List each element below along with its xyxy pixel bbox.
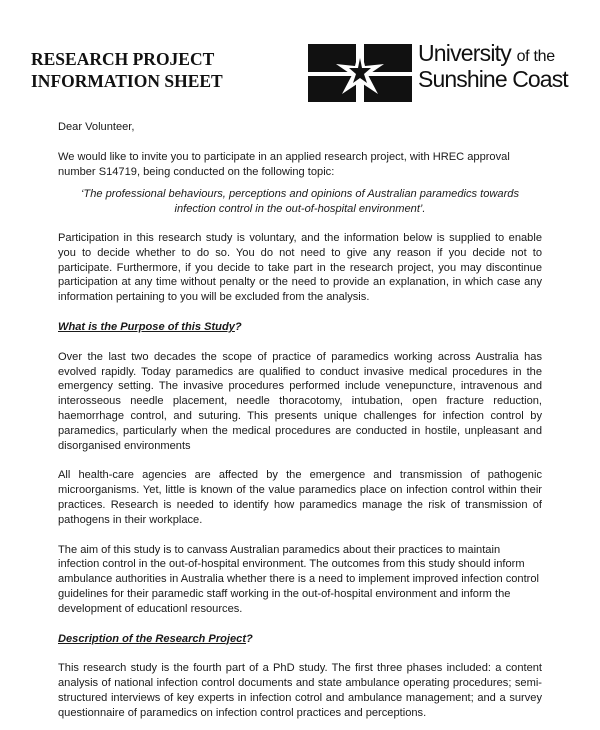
logo-word-of-the: of the [516, 48, 555, 65]
participation-paragraph: Participation in this research study is voluntary, and the information below is supplied to enable you to decide whether to do so. You do not need to give any reason if you decide not to participate. Furthermore, if you decide to take part in the research project, you may discontinue participation at any time without penalty or the need to provide an explanation, in which case any information pertaining to you will be excluded from the analysis. [58, 231, 542, 304]
university-logo [308, 40, 570, 100]
title-line-1: RESEARCH PROJECT [31, 49, 215, 69]
purpose-heading-text: What is the Purpose of this Study [58, 320, 235, 333]
salutation: Dear Volunteer, [58, 121, 135, 133]
purpose-paragraph-1: Over the last two decades the scope of practice of paramedics working across Australia has evolved rapidly. Today paramedics are qualified to conduct invasive medical procedures in the emergency setting. The invasive procedures performed include venepuncture, intravenous and interosseous needle placement, needle thoracotomy, intubation, open fracture reduction, haemorrhage control, and suturing. This presents unique challenges for infection control by paramedics, particularly when the medical procedures are conducted in hostile, unpleasant and disorganised environments [58, 350, 542, 452]
logo-wordmark [418, 42, 568, 91]
logo-word-university: University [418, 40, 511, 66]
description-paragraph-1: This research study is the fourth part of a PhD study. The first three phases included: a content analysis of national infection control documents and state ambulance operating procedures; semi-structured interviews of key experts in infection cotrol and ambulance management; and a survey questionnaire of paramedics on infection control practices and perceptions. [58, 662, 542, 719]
purpose-paragraph-2: All health-care agencies are affected by the emergence and transmission of pathogenic microorganisms. Yet, little is known of the value paramedics place on infection control within their practices. Research is needed to identify how paramedics manage the risk of transmission of pathogens in their workplace. [58, 469, 542, 526]
description-heading-text: Description of the Research Project [58, 632, 247, 645]
purpose-heading-mark: ? [234, 320, 242, 333]
logo-word-sunshine-coast: Sunshine Coast [418, 66, 568, 92]
description-heading-mark: ? [246, 632, 253, 645]
star-emblem-icon [308, 44, 412, 102]
purpose-heading [58, 320, 542, 335]
document-title [31, 48, 223, 92]
purpose-paragraph-3: The aim of this study is to canvass Australian paramedics about their practices to maintain infection control in the out-of-hospital environment. The outcomes from this study should inform ambulance authorities in Australia whether there is a need to implement improved infection control guidelines for their paramedic staff working in the out-of-hospital environment and inform the development of educationl resources. [58, 543, 539, 615]
description-heading [58, 632, 542, 647]
research-topic: ‘The professional behaviours, perceptions and opinions of Australian paramedics towards infection control in the out-of-hospital environment’. [80, 188, 520, 216]
intro-paragraph: We would like to invite you to participate in an applied research project, with HREC approval number S14719, being conducted on the following topic: [58, 150, 510, 178]
letter-body [58, 120, 542, 721]
title-line-2: INFORMATION SHEET [31, 71, 223, 91]
